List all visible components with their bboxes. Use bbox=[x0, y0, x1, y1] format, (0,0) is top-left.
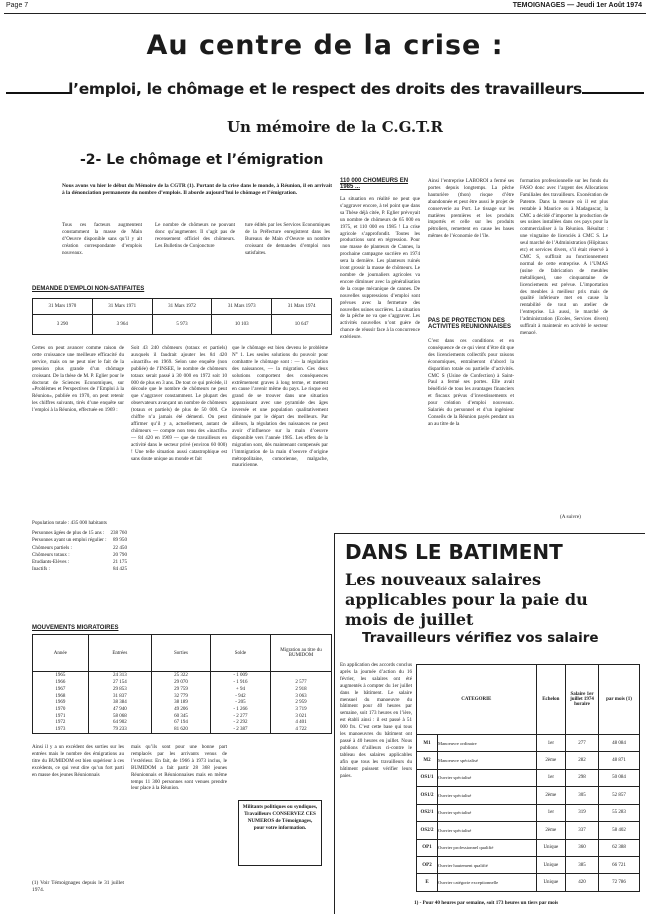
article-body-b: Soit 43 240 chômeurs (totaux et partiels) auxquels il faudrait ajouter les 84 420 «inactifs» en 1969. Selon une enquête (non publiée) de l’INSEE, le nombre de chômeurs totaux serait passé à 30 000 en 1972 soit 10 000 de plus en 3 ans. De tout ce qui précède, il découle que le nombre de chômeurs ne peut que s’aggraver constamment. Le plupart des observateurs avançant un nombre de chômeurs (totaux et partiels) de plus de 50 000. Ce chiffre n’a jamais été démenti. On peut affirmer qu’il y a, actuellement, autant de chômeurs — compte non tenu des «inactifs» — 84 420 en 1969 — que de travailleurs en activité dans le secteur privé (environ 60 000) ! Une telle situation aussi catastrophique est sans doute unique au monde et fait bbox=[131, 345, 227, 462]
batiment-subtitle: Les nouveaux salaires applicables pour la paie du mois de juillet bbox=[345, 570, 588, 629]
migration-row bbox=[33, 672, 332, 679]
migration-cell: - 1 916 bbox=[210, 679, 270, 686]
migration-cell: 1968 bbox=[55, 693, 66, 699]
salary-cell: 50 084 bbox=[599, 769, 640, 786]
page-header bbox=[4, 1, 646, 14]
salary-cell: Ouvrier spécialisé bbox=[438, 822, 537, 839]
migration-cell: 79 233 bbox=[88, 726, 151, 733]
migration-cell: 3 063 bbox=[271, 693, 332, 700]
migration-cell: - 2 387 bbox=[210, 726, 270, 733]
migration-cell: 29 853 bbox=[88, 686, 151, 693]
population-row: Chômeurs totaux : 20 790 bbox=[32, 551, 127, 558]
salary-cell: Manoeuvre spécialisé bbox=[438, 752, 537, 769]
salary-cell: 282 bbox=[566, 752, 599, 769]
salary-cell: OS1/2 bbox=[417, 787, 438, 804]
salary-cell: 52 857 bbox=[599, 787, 640, 804]
salary-cell: Ouvrier catégorie exceptionnelle bbox=[438, 874, 537, 892]
col4-title: 110 000 CHOMEURS EN 1985 ... bbox=[340, 178, 409, 190]
a-suivre: (A suivre) bbox=[560, 514, 581, 520]
migration-cell: 25 322 bbox=[151, 672, 210, 679]
salary-cell: E bbox=[417, 874, 438, 892]
salary-row bbox=[417, 822, 640, 839]
migration-cell bbox=[271, 672, 332, 679]
migration-cell: 38 189 bbox=[151, 699, 210, 706]
migration-row bbox=[33, 693, 332, 700]
migration-cell: - 1 009 bbox=[210, 672, 270, 679]
migration-title: MOUVEMENTS MIGRATOIRES bbox=[32, 625, 119, 631]
batiment-title: DANS LE BATIMENT bbox=[345, 540, 563, 564]
salary-row bbox=[417, 804, 640, 821]
migration-cell: 2 918 bbox=[271, 686, 332, 693]
salary-cell: M1 bbox=[417, 734, 438, 751]
article-col3: ture édités par les Services Economiques de la Préfecture enregistrent dans les Bureaux de Main d’Oeuvre un nombre croissant de demandes d’emploi non satisfaites. bbox=[245, 222, 330, 256]
batiment-text: En application des accords conclus après la journée d’action du 16 février, les salaires ont été augmentés à compter du 1er juillet dans le bâtiment. Le salaire mensuel du manoeuvre du bâtiment pour 40 heures par semaine, soit 173 heures en l’ière, est établi ainsi : il est passé à 51 000 frs. C’est cette base qui tous les manoeuvres du bâtiment ont passé à 40 heures en juillet. Nous publions d’ailleurs ci-contre le tableau des salaires applicables afin que tous les travailleurs du bâtiment puissent vérifier leurs paies. bbox=[340, 662, 412, 779]
intro-paragraph: Nous avons vu hier le début du Mémoire de la CGTR (1). Portant de la crise dans le monde, à Réunion, il en arrivait à la dénonciation permanente du nombre d’emplois. Il aborde aujourd’hui le chômage et l’émigration. bbox=[62, 183, 332, 196]
salary-cell: Ouvrier spécialisé bbox=[438, 804, 537, 821]
migration-cell: 1966 bbox=[55, 680, 66, 686]
migration-cell: 2 577 bbox=[271, 679, 332, 686]
migration-header: Sorties bbox=[151, 635, 210, 672]
population-row: Etudiants-Elèves : 21 175 bbox=[32, 559, 127, 566]
migration-cell: 58 068 bbox=[88, 713, 151, 720]
memoire-title: Un mémoire de la C.G.T.R bbox=[226, 118, 444, 136]
migration-cell: 67 194 bbox=[151, 719, 210, 726]
migration-cell: - 942 bbox=[210, 693, 270, 700]
migration-cell: 3 719 bbox=[271, 706, 332, 713]
salary-cell: Ouvrier professionnel qualifié bbox=[438, 839, 537, 856]
population-row: Inactifs : 84 425 bbox=[32, 566, 127, 573]
article-body-a: Certes on peut avancer comme raison de cette croissance une meilleure efficacité du service, mais on ne peut nier le fait de la pression plus grande d’un chômage croissant. De la thèse de M. P. Eglier pour le doctorat de Sciences Economiques, sur «Problèmes et Perspectives de l’Emploi à la Réunion», publiée en 1970, on peut retenir les chiffres suivants, tirés d’une enquête sur l’emploi à la Réunion, effectuée en 1969 : bbox=[32, 345, 124, 414]
publication-date: TEMOIGNAGES — Jeudi 1er Août 1974 bbox=[512, 2, 642, 9]
migration-row bbox=[33, 706, 332, 713]
batiment-call: Travailleurs vérifiez vos salaire bbox=[362, 630, 599, 646]
demande-header: 31 Mars 1973 bbox=[212, 299, 272, 315]
population-row: Population totale : 435 000 habitants bbox=[32, 520, 107, 526]
salary-row bbox=[417, 734, 640, 751]
demande-table bbox=[32, 298, 332, 335]
migration-cell: 29 759 bbox=[151, 686, 210, 693]
article-col5: Ainsi l’entreprise LABOROI a fermé ses portes depuis longtemps. La pêche hauturière (thon) risque d’être abandonnée et peut être aussi le projet de conserverie au Port. Le tissage sur les matières premières et les produits importés et celle sur les produits pétroliers, remettent en cause les bases mêmes de l’économie de l’île. bbox=[428, 178, 514, 240]
salary-cell: Unique bbox=[536, 874, 565, 892]
migration-cell: 3 021 bbox=[271, 713, 332, 720]
migration-row bbox=[33, 686, 332, 693]
salary-cell: 48 871 bbox=[599, 752, 640, 769]
salary-cell: Unique bbox=[536, 857, 565, 874]
migration-cell: - 1 266 bbox=[210, 706, 270, 713]
subheadline: l’emploi, le chômage et le respect des droits des travailleurs bbox=[68, 80, 582, 98]
migration-cell: 4 401 bbox=[271, 719, 332, 726]
salary-header: CATEGORIE bbox=[417, 665, 537, 735]
migration-cell: - 205 bbox=[210, 699, 270, 706]
migration-cell: 31 837 bbox=[88, 693, 151, 700]
migration-cell: 38 384 bbox=[88, 699, 151, 706]
footnote: (1) Voir Témoignages depuis le 31 juillet 1974. bbox=[32, 880, 124, 893]
salary-cell: M2 bbox=[417, 752, 438, 769]
migration-cell: 1965 bbox=[55, 673, 66, 679]
salary-cell: 1er bbox=[536, 734, 565, 751]
salary-cell: 62 388 bbox=[599, 839, 640, 856]
migration-cell: 47 940 bbox=[88, 706, 151, 713]
militants-text: Militants politiques ou syndiques, Travailleurs CONSERVEZ CES NUMEROS de Témoignages, pour votre information. bbox=[242, 804, 318, 831]
salary-cell: OS1/1 bbox=[417, 769, 438, 786]
salary-cell: 385 bbox=[566, 857, 599, 874]
salary-cell: 66 721 bbox=[599, 857, 640, 874]
salary-cell: Ouvrier hautement qualifié bbox=[438, 857, 537, 874]
migration-cell: 81 620 bbox=[151, 726, 210, 733]
migration-row bbox=[33, 719, 332, 726]
migration-header: Entrées bbox=[88, 635, 151, 672]
salary-cell: 1er bbox=[536, 769, 565, 786]
demande-header: 31 Mars 1974 bbox=[272, 299, 332, 315]
salary-cell: OP1 bbox=[417, 839, 438, 856]
article-col5b: C’est dans ces conditions et en conséquence de ce qui vient d’être dit que des licenciements collectifs pour raisons économiques, entraîneront d’abord la disparition totale ou partielle d’activités. CMC S (Usine de Confection) à Saint-Paul a fermé ses portes. Elle avait bénéficié de tous les avantages financiers et fiscaux prévus d’investissements et pour création d’emploi nouveaux. Salariés du personnel et d’un ingénieur Conseils de la Réunion payés pendant un an au titre de la bbox=[428, 338, 514, 427]
migration-cell: + 94 bbox=[210, 686, 270, 693]
salary-cell: 55 283 bbox=[599, 804, 640, 821]
demande-header: 31 Mars 1971 bbox=[92, 299, 152, 315]
migration-cell: 1969 bbox=[55, 700, 66, 706]
demande-value: 5 973 bbox=[152, 315, 212, 335]
migration-cell: 60 345 bbox=[151, 713, 210, 720]
demande-header: 31 Mars 1970 bbox=[33, 299, 93, 315]
migration-cell: 1970 bbox=[55, 706, 66, 712]
salary-cell: OS2/1 bbox=[417, 804, 438, 821]
salary-cell: OS2/2 bbox=[417, 822, 438, 839]
article-col4: La situation en réalité ne peut que s’aggraver encore, à tel point que dans sa Thèse déjà citée, P. Eglier prévoyait un nombre de chômeurs de 65 000 en 1975, et 110 000 en 1985 ! La crise agricole s’approfondit. Toutes les productions sont en régression. Pour une masse de planteurs de Cannes, la prochaine campagne sucrière en 1974 sera la dernière. Les planteurs ruinés iront grossir la masse de chômeurs. Le nombre de journaliers agricoles va encore diminuer avec la généralisation de la coupe mécanique de cannes. De nouvelles suppressions d’emploi sont prévues avec la fermeture des nouvelles usines sucrières. La situation de la pêche ne va que s’aggraver. Les activités nouvelles n’ont guère de chance de réussir face à la concurrence extérieure. bbox=[340, 196, 420, 341]
migration-row bbox=[33, 679, 332, 686]
demande-value: 3 964 bbox=[92, 315, 152, 335]
population-row: Personnes ayant un emploi régulier : 89 950 bbox=[32, 537, 127, 544]
section-title: -2- Le chômage et l’émigration bbox=[80, 152, 324, 168]
salary-cell: 360 bbox=[566, 839, 599, 856]
migration-header: Année bbox=[53, 650, 67, 656]
salary-cell: 58 402 bbox=[599, 822, 640, 839]
demande-title: DEMANDE D’EMPLOI NON-SATIFAITES bbox=[32, 286, 145, 292]
salary-row bbox=[417, 787, 640, 804]
page-number: Page 7 bbox=[6, 2, 29, 9]
migration-cell: 64 902 bbox=[88, 719, 151, 726]
migration-cell: 1973 bbox=[55, 727, 66, 733]
salary-row bbox=[417, 857, 640, 874]
salary-cell: 1er bbox=[536, 804, 565, 821]
migration-cell: 1967 bbox=[55, 686, 66, 692]
salary-header: Echelon bbox=[536, 665, 565, 735]
salary-cell: Ouvrier spécialisé bbox=[438, 769, 537, 786]
salary-cell: 277 bbox=[566, 734, 599, 751]
migration-cell: 2 959 bbox=[271, 699, 332, 706]
salary-cell: Unique bbox=[536, 839, 565, 856]
migration-row bbox=[33, 699, 332, 706]
salary-cell: Ouvrier spécialisé bbox=[438, 787, 537, 804]
migration-row bbox=[33, 713, 332, 720]
migration-header: Migration au titre du BUMIDOM bbox=[271, 635, 332, 672]
article-col2: Le nombre de chômeurs ne pouvant donc qu’augmenter. Il s’agit pas de recensement officiel des chômeurs. Les Bulletins de Conjoncture bbox=[155, 222, 235, 249]
salary-cell: Manoeuvre ordinaire bbox=[438, 734, 537, 751]
salary-cell: 319 bbox=[566, 804, 599, 821]
population-row: Personnes âgées de plus de 15 ans : 238 760 bbox=[32, 530, 127, 537]
salary-cell: 48 084 bbox=[599, 734, 640, 751]
salary-cell: 337 bbox=[566, 822, 599, 839]
migration-cell: 1971 bbox=[55, 713, 66, 719]
migration-row bbox=[33, 726, 332, 733]
salary-cell: 2ème bbox=[536, 752, 565, 769]
bottom-text-a: Ainsi il y a un excédent des sorties sur les entrées mais le nombre des émigrations au titre du BUMIDOM est bien supérieur à ces excédents, ce qui veut dire qu’un fort parti en masse des jeunes Réunionnais bbox=[32, 744, 124, 778]
salary-row bbox=[417, 752, 640, 769]
article-col6: formation professionnelle sur les fonds du FASO donc avec l’argent des Allocations Familiales des travailleurs. Exonération de Patente. Dans la mesure où il est plus rentable à Maurice ou à Madagascar, la CMC a décidé d’importer la production de ses usines installées dans ces pays pour la commercialiser à la Réunion. Résultat : une vingtaine de licenciés à CMC S. Le seul marché de l’Administration (Hôpitaux etc) et services divers, s’il était réservé à CMC S, suffirait au fonctionnement normal de cette entreprise. A l’UMAS (usine de fabrication de meubles métalliques), une cinquantaine de licenciements est prévue. L’importation des meubles à meilleur prix mais de qualité inférieure met en cause la rentabilité de tout un atelier de l’entreprise. Là aussi, le marché de l’administration (Ecoles, Services divers) suffirait à maintenir en activité le secteur menacé. bbox=[520, 178, 608, 336]
migration-header: Solde bbox=[210, 635, 270, 672]
population-row: Chômeurs partiels : 22 450 bbox=[32, 544, 127, 551]
salary-row bbox=[417, 874, 640, 892]
demande-value: 10 103 bbox=[212, 315, 272, 335]
migration-cell: 32 779 bbox=[151, 693, 210, 700]
migration-cell: 1972 bbox=[55, 720, 66, 726]
salary-row bbox=[417, 839, 640, 856]
salary-table bbox=[416, 664, 640, 892]
salary-cell: 2ème bbox=[536, 822, 565, 839]
migration-cell: 49 206 bbox=[151, 706, 210, 713]
salary-cell: OP2 bbox=[417, 857, 438, 874]
salary-cell: 298 bbox=[566, 769, 599, 786]
migration-cell: - 2 277 bbox=[210, 713, 270, 720]
migration-cell: 27 154 bbox=[88, 679, 151, 686]
militants-box bbox=[238, 800, 322, 866]
salary-header: Salaire 1er juillet 1974 horaire bbox=[566, 665, 599, 735]
headline: Au centre de la crise : bbox=[146, 30, 504, 61]
col5-title: PAS DE PROTECTION DES ACTIVITES REUNIONNAISES bbox=[428, 318, 512, 330]
salary-cell: 72 786 bbox=[599, 874, 640, 892]
salary-header: par mois (1) bbox=[599, 665, 640, 735]
article-col1: Tous ces facteurs augmentent constamment la masse de Main d’Oeuvre disponible sans qu’il y ait création correspondante d’emplois nouveaux. bbox=[62, 222, 142, 256]
demande-header: 31 Mars 1972 bbox=[152, 299, 212, 315]
article-body-c: que le chômage est bien devenu le problème N° 1. Les seules solutions du pouvoir pour combattre le chômage sont : — la régulation des naissances, — la migration. Ces deux solutions comportent des conséquences extrêmement graves à long terme, et mettent en cause l’avenir même du pays. Le risque est grand de se trouver dans une situation apparaissant avec une pyramide des âges inversée et une population qualitativement diminuée par le départ des meilleurs. Par ailleurs, la régulation des naissances ne peut avoir d’influence sur la main d’oeuvre disponible vers l’année 1985. Les effets de la migration sont, dès maintenant compensés par l’immigration de la main d’oeuvre d’origine métropolitaine, comorienne, malgache, mauricienne. bbox=[232, 345, 328, 469]
migration-cell: 24 313 bbox=[88, 672, 151, 679]
migration-cell: 4 722 bbox=[271, 726, 332, 733]
salary-cell: 420 bbox=[566, 874, 599, 892]
salary-row bbox=[417, 769, 640, 786]
migration-cell: - 2 292 bbox=[210, 719, 270, 726]
demande-value: 10 647 bbox=[272, 315, 332, 335]
bottom-text-b: mais qu’ils sont pour une bonne part remplacés par les arrivants venus de l’extérieur. En fait, de 1966 à 1973 inclus, le BUMIDOM a fait partir 28 368 jeunes Réunionnais et Réunionnaises mais en même temps 11 300 personnes sont venues prendre leur place à la Réunion. bbox=[131, 744, 227, 792]
population-list bbox=[32, 520, 127, 573]
migration-table bbox=[32, 634, 332, 734]
salary-cell: 305 bbox=[566, 787, 599, 804]
salary-note: 1) - Pour 40 heures par semaine, soit 173 heures un tiers par mois bbox=[414, 900, 559, 906]
demande-value: 3 290 bbox=[33, 315, 93, 335]
salary-cell: 2ème bbox=[536, 787, 565, 804]
migration-cell: 29 070 bbox=[151, 679, 210, 686]
